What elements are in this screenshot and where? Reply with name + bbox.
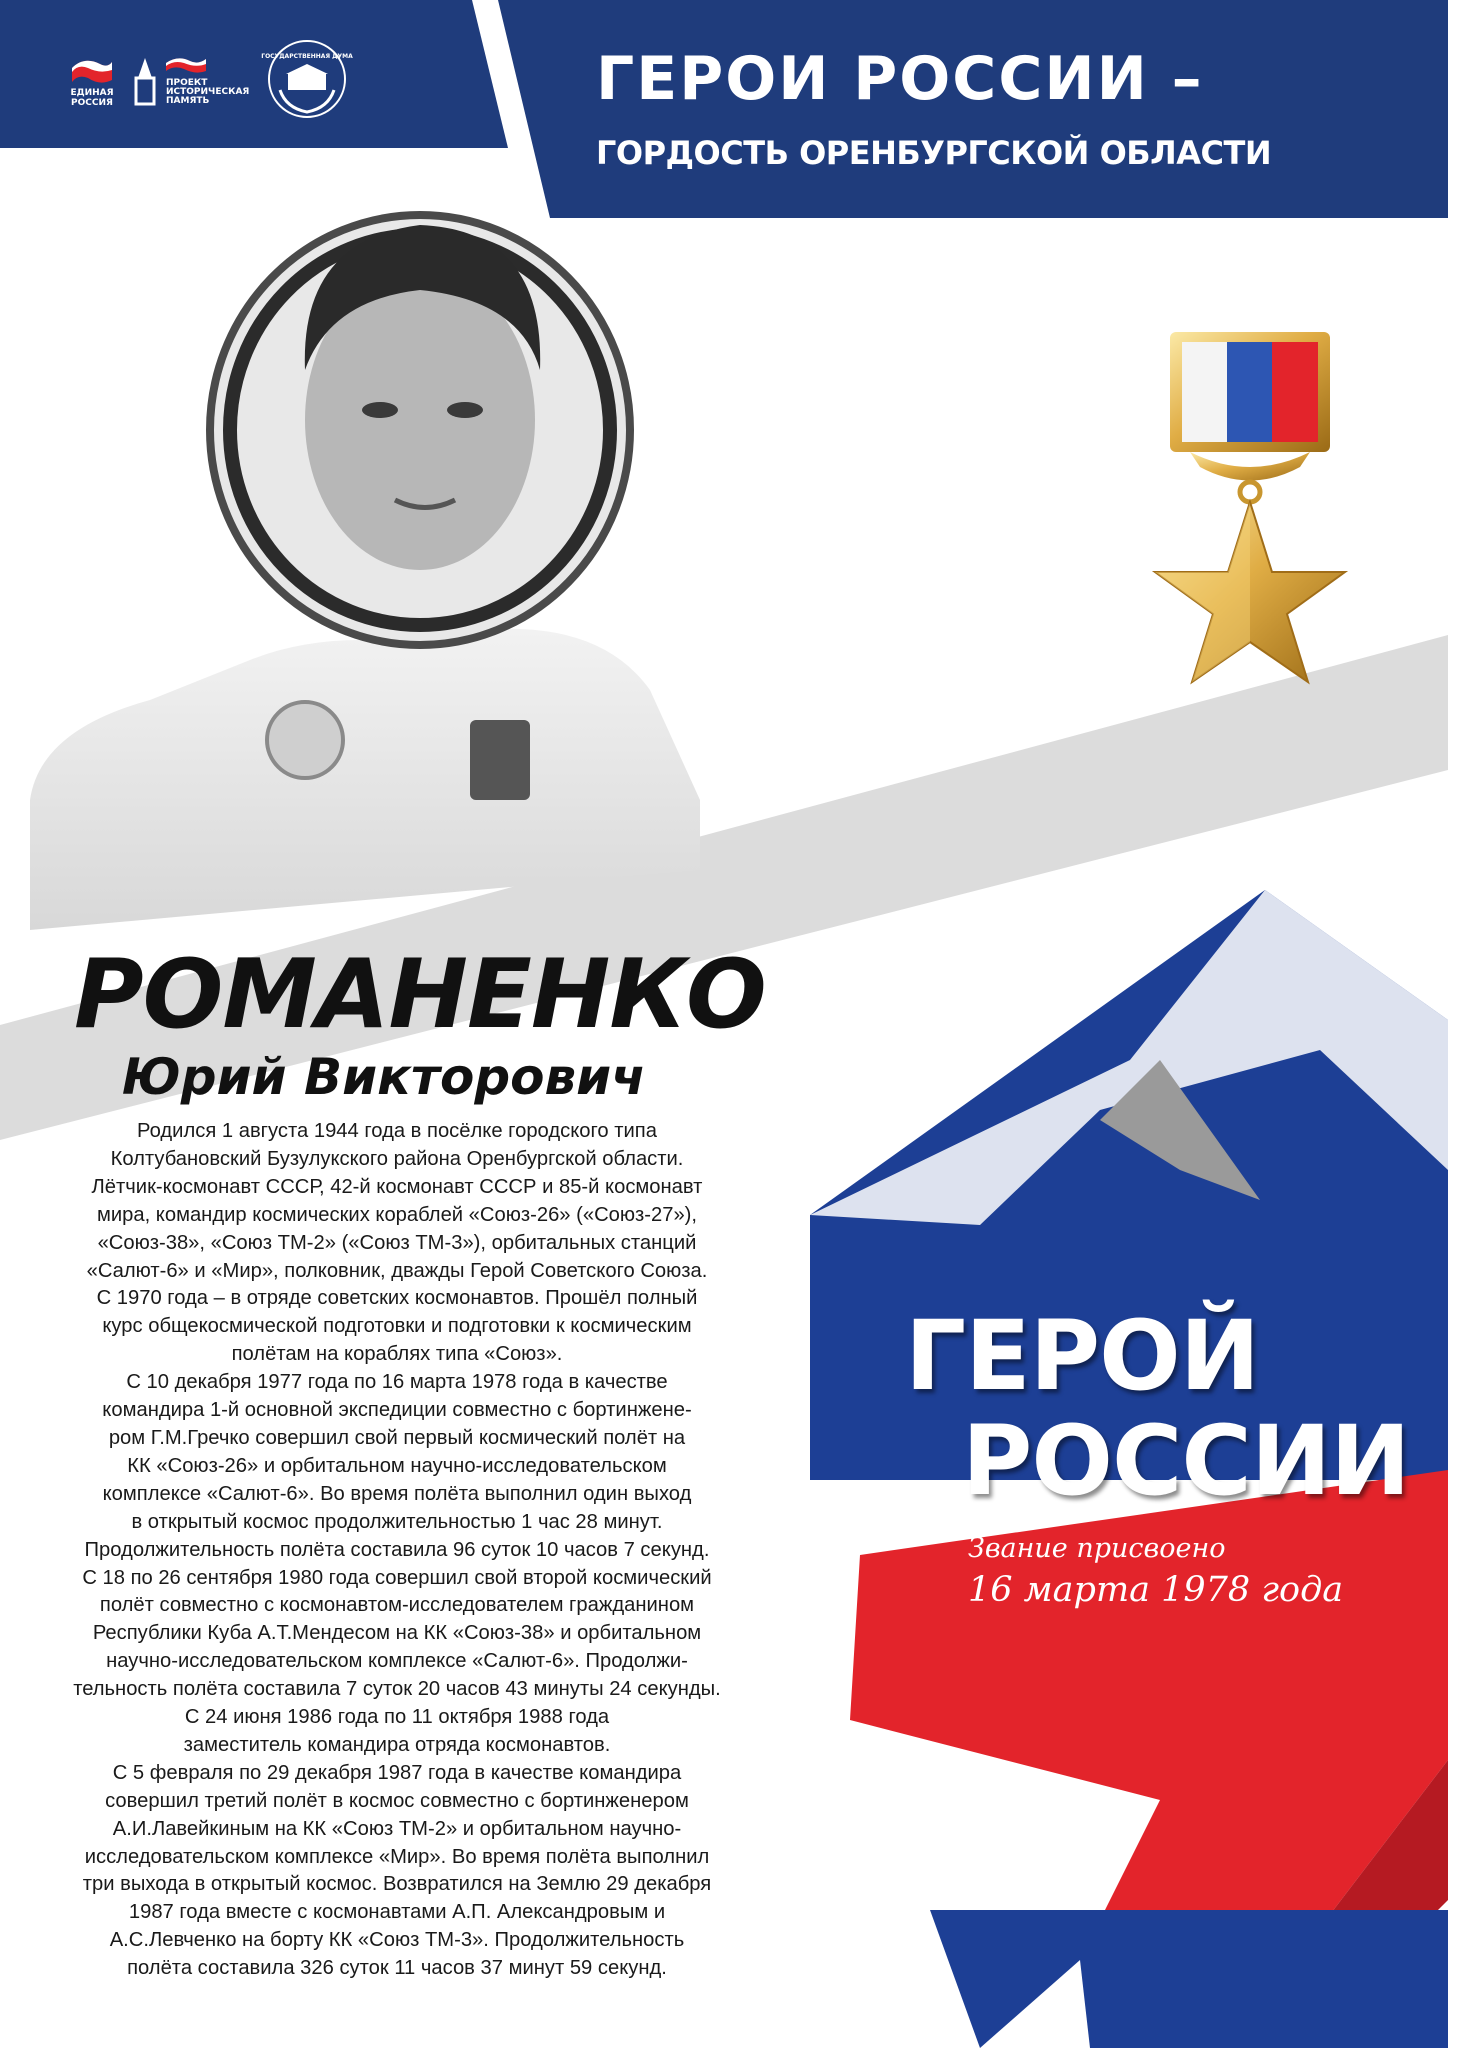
- bio-line: научно-исследовательском комплексе «Салют-6». Продолжи-: [106, 1650, 688, 1673]
- bio-line: Родился 1 августа 1944 года в посёлке городского типа: [137, 1120, 657, 1142]
- bio-line: КК «Союз-26» и орбитальном научно-исследовательском: [127, 1454, 667, 1477]
- kremlin-tower-icon: [130, 56, 160, 106]
- bio-line: три выхода в открытый космос. Возвратился на Землю 29 декабря: [82, 1873, 712, 1896]
- state-duma-logo: [261, 38, 353, 123]
- historical-memory-logo: [130, 55, 250, 107]
- bio-line: заместитель командира отряда космонавтов.: [183, 1733, 611, 1756]
- bio-line: исследовательском комплексе «Мир». Во время полёта выполнил: [84, 1845, 710, 1868]
- bio-line: Колтубановский Бузулукского района Оренбургской области.: [110, 1147, 684, 1170]
- header-subtitle: ГОРДОСТЬ ОРЕНБУРГСКОЙ ОБЛАСТИ: [596, 134, 1272, 172]
- gold-star-medal-icon: [1150, 322, 1350, 682]
- person-surname: РОМАНЕНКО: [74, 940, 766, 1050]
- bio-line: С 18 по 26 сентября 1980 года совершил свой второй космический: [82, 1566, 712, 1589]
- logo-caption: ГОСУДАРСТВЕННАЯ ДУМА: [261, 53, 353, 61]
- bio-line: С 1970 года – в отряде советских космонавтов. Прошёл полный: [96, 1287, 698, 1310]
- hero-title-line2: РОССИИ: [962, 1405, 1410, 1517]
- bio-line: «Салют-6» и «Мир», полковник, дважды Герой Советского Союза.: [86, 1259, 708, 1282]
- bio-line: «Союз-38», «Союз ТМ-2» («Союз ТМ-3»), орбитальных станций: [97, 1231, 697, 1254]
- bio-line: совершил третий полёт в космос совместно с бортинженером: [105, 1789, 689, 1812]
- bio-line: Лётчик-космонавт СССР, 42-й космонавт СССР и 85-й космонавт: [91, 1175, 703, 1198]
- bio-line: полёт совместно с космонавтом-исследователем гражданином: [99, 1594, 695, 1617]
- bio-line: командира 1-й основной экспедиции совместно с бортинжене-: [102, 1399, 692, 1422]
- bio-line: полётам на кораблях типа «Союз».: [231, 1343, 563, 1366]
- award-date: 16 марта 1978 года: [968, 1570, 1344, 1610]
- logo-caption: ПРОЕКТ ИСТОРИЧЕСКАЯ ПАМЯТЬ: [166, 77, 250, 107]
- duma-emblem-icon: [261, 38, 353, 120]
- bio-line: тельность полёта составила 7 суток 20 часов 43 минуты 24 секунды.: [73, 1678, 721, 1701]
- award-label: Звание присвоено: [968, 1533, 1226, 1564]
- bio-line: С 5 февраля по 29 декабря 1987 года в качестве командира: [112, 1761, 682, 1784]
- bio-line: комплексе «Салют-6». Во время полёта выполнил один выход: [102, 1482, 692, 1505]
- bio-line: С 10 декабря 1977 года по 16 марта 1978 года в качестве: [126, 1371, 668, 1394]
- partner-logos: [68, 36, 353, 126]
- bio-line: в открытый космос продолжительностью 1 час 28 минут.: [131, 1510, 663, 1533]
- bio-line: мира, командир космических кораблей «Союз-26» («Союз-27»),: [96, 1203, 698, 1226]
- header-title: ГЕРОИ РОССИИ –: [596, 44, 1204, 114]
- logo-caption: ЕДИНАЯ РОССИЯ: [70, 88, 114, 108]
- bear-flag-icon: [70, 54, 114, 86]
- bio-line: С 24 июня 1986 года по 11 октября 1988 года: [184, 1706, 610, 1729]
- bio-line: А.И.Лавейкиным на КК «Союз ТМ-2» и орбитальном научно-: [112, 1817, 682, 1840]
- bio-line: Республики Куба А.Т.Мендесом на КК «Союз-38» и орбитальном: [92, 1622, 702, 1645]
- hero-title-line1: ГЕРОЙ: [905, 1300, 1260, 1412]
- biography-text: [44, 1118, 750, 1983]
- bio-line: ром Г.М.Гречко совершил свой первый космический полёт на: [108, 1426, 686, 1449]
- united-russia-logo: [68, 54, 116, 108]
- bio-line: курс общекосмической подготовки и подготовки к космическим: [102, 1315, 692, 1338]
- person-given-names: Юрий Викторович: [122, 1048, 646, 1106]
- portrait-photo: [30, 215, 700, 930]
- bio-line: Продолжительность полёта составила 96 суток 10 часов 7 секунд.: [84, 1538, 710, 1561]
- bio-line: 1987 года вместе с космонавтами А.П. Александровым и: [128, 1901, 666, 1924]
- flag-wave-icon: [166, 55, 206, 75]
- bio-line: А.С.Левченко на борту КК «Союз ТМ-3». Продолжительность: [109, 1929, 685, 1952]
- bio-line: полёта составила 326 суток 11 часов 37 минут 59 секунд.: [127, 1957, 667, 1980]
